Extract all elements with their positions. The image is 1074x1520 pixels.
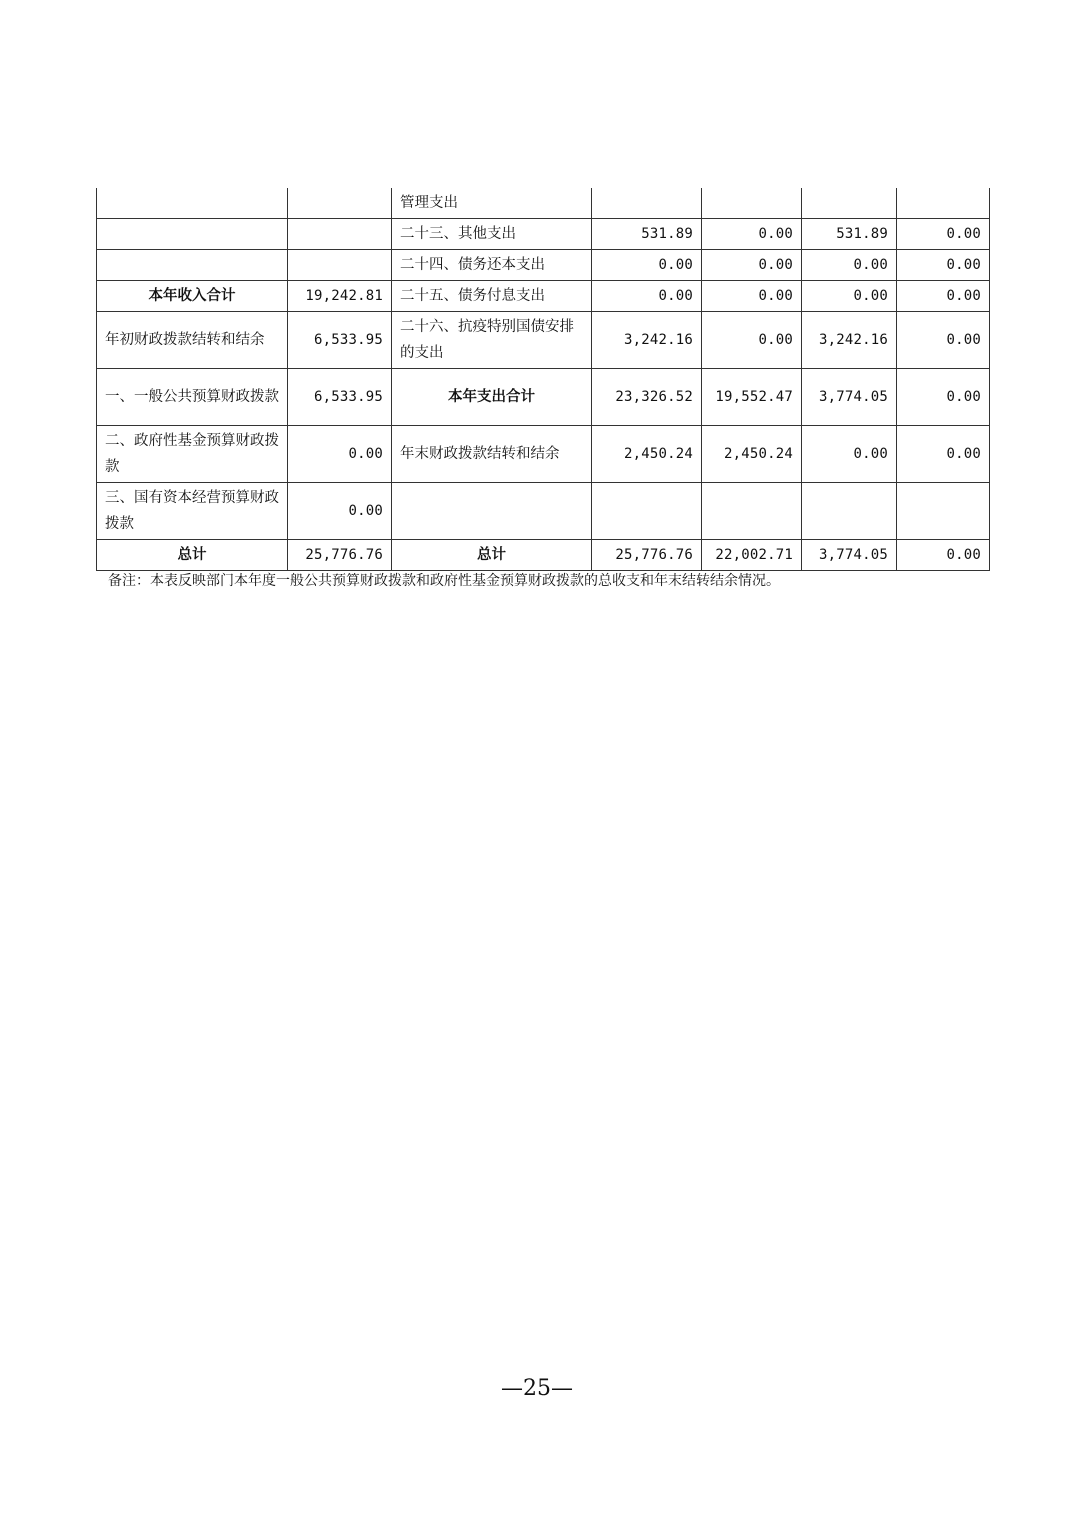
table-row <box>97 540 990 571</box>
expense-state-capital-cell: 0.00 <box>897 540 990 571</box>
expense-item-cell <box>392 483 592 540</box>
expense-fund-cell <box>802 483 897 540</box>
income-amount-cell: 19,242.81 <box>288 281 392 312</box>
income-item-cell <box>97 188 288 219</box>
expense-general-cell: 19,552.47 <box>702 369 802 426</box>
expense-grand-total-label: 总计 <box>392 540 592 571</box>
expense-item-cell: 管理支出 <box>392 188 592 219</box>
expense-state-capital-cell: 0.00 <box>897 369 990 426</box>
table-row <box>97 312 990 369</box>
expense-total-cell <box>592 188 702 219</box>
expense-total-cell <box>592 483 702 540</box>
expense-state-capital-cell: 0.00 <box>897 250 990 281</box>
income-item-cell: 一、一般公共预算财政拨款 <box>97 369 288 426</box>
income-amount-cell: 25,776.76 <box>288 540 392 571</box>
expense-fund-cell: 3,242.16 <box>802 312 897 369</box>
expense-general-cell: 0.00 <box>702 312 802 369</box>
table-row <box>97 188 990 219</box>
income-amount-cell: 0.00 <box>288 483 392 540</box>
expense-fund-cell: 0.00 <box>802 250 897 281</box>
expense-general-cell: 0.00 <box>702 281 802 312</box>
income-amount-cell <box>288 219 392 250</box>
table-row <box>97 369 990 426</box>
budget-table-container <box>96 188 990 571</box>
expense-fund-cell: 3,774.05 <box>802 540 897 571</box>
expense-general-cell: 22,002.71 <box>702 540 802 571</box>
expense-general-cell <box>702 188 802 219</box>
expense-state-capital-cell: 0.00 <box>897 281 990 312</box>
income-amount-cell <box>288 250 392 281</box>
income-item-cell: 三、国有资本经营预算财政拨款 <box>97 483 288 540</box>
expense-item-cell: 二十三、其他支出 <box>392 219 592 250</box>
income-amount-cell: 0.00 <box>288 426 392 483</box>
expense-state-capital-cell <box>897 483 990 540</box>
income-item-cell <box>97 219 288 250</box>
expense-general-cell <box>702 483 802 540</box>
table-row <box>97 426 990 483</box>
expense-fund-cell: 3,774.05 <box>802 369 897 426</box>
expense-general-cell: 0.00 <box>702 250 802 281</box>
expense-total-cell: 2,450.24 <box>592 426 702 483</box>
table-footnote: 备注：本表反映部门本年度一般公共预算财政拨款和政府性基金预算财政拨款的总收支和年末结转结余情况。 <box>108 573 780 589</box>
income-item-cell: 二、政府性基金预算财政拨款 <box>97 426 288 483</box>
income-amount-cell <box>288 188 392 219</box>
expense-item-cell: 二十四、债务还本支出 <box>392 250 592 281</box>
expense-general-cell: 0.00 <box>702 219 802 250</box>
expense-fund-cell: 0.00 <box>802 281 897 312</box>
income-amount-cell: 6,533.95 <box>288 312 392 369</box>
expense-fund-cell: 531.89 <box>802 219 897 250</box>
expense-general-cell: 2,450.24 <box>702 426 802 483</box>
table-row <box>97 281 990 312</box>
page-number: —25— <box>501 1376 573 1401</box>
expense-total-cell: 23,326.52 <box>592 369 702 426</box>
expense-item-cell: 二十五、债务付息支出 <box>392 281 592 312</box>
expense-total-cell: 531.89 <box>592 219 702 250</box>
expense-subtotal-label: 本年支出合计 <box>392 369 592 426</box>
expense-fund-cell: 0.00 <box>802 426 897 483</box>
expense-total-cell: 0.00 <box>592 281 702 312</box>
income-item-cell <box>97 250 288 281</box>
expense-item-cell: 二十六、抗疫特别国债安排的支出 <box>392 312 592 369</box>
expense-fund-cell <box>802 188 897 219</box>
expense-state-capital-cell <box>897 188 990 219</box>
table-row <box>97 219 990 250</box>
table-row <box>97 483 990 540</box>
expense-state-capital-cell: 0.00 <box>897 219 990 250</box>
expense-total-cell: 25,776.76 <box>592 540 702 571</box>
expense-state-capital-cell: 0.00 <box>897 312 990 369</box>
expense-item-cell: 年末财政拨款结转和结余 <box>392 426 592 483</box>
income-subtotal-label: 本年收入合计 <box>97 281 288 312</box>
expense-total-cell: 0.00 <box>592 250 702 281</box>
income-amount-cell: 6,533.95 <box>288 369 392 426</box>
expense-total-cell: 3,242.16 <box>592 312 702 369</box>
table-row <box>97 250 990 281</box>
expense-state-capital-cell: 0.00 <box>897 426 990 483</box>
income-grand-total-label: 总计 <box>97 540 288 571</box>
budget-table <box>96 188 990 571</box>
income-item-cell: 年初财政拨款结转和结余 <box>97 312 288 369</box>
